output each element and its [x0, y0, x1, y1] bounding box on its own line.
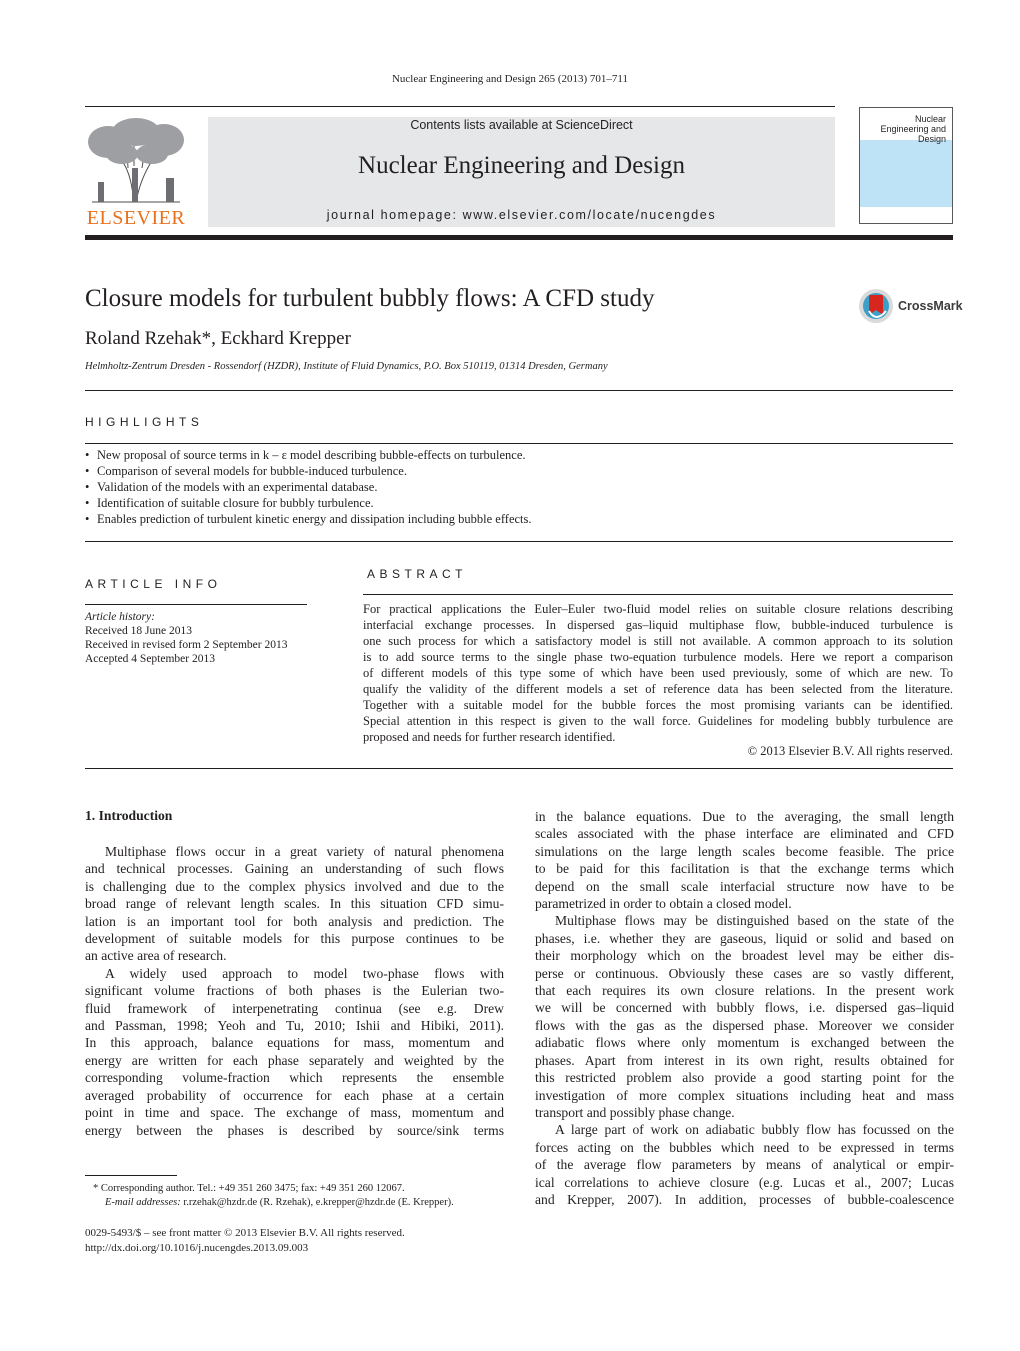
article-info-heading: ARTICLE INFO: [85, 577, 222, 591]
abstract-line: one such process for which a satisfactory model is still not available. A common approach to its solution: [363, 634, 953, 648]
body-line: and technical processes. Gaining an understanding of such flows: [85, 861, 504, 877]
body-line: that each requires its own closure relations. In the present work: [535, 983, 954, 999]
abstract-line: proposed and needs for further research identified.: [363, 730, 616, 744]
body-left-column: [85, 843, 504, 1139]
body-paragraph: [535, 808, 954, 912]
highlight-item: • Comparison of several models for bubble-induced turbulence.: [85, 464, 407, 478]
body-line: Multiphase flows may be distinguished based on the state of the: [555, 913, 954, 929]
highlight-item: • Identification of suitable closure for bubbly turbulence.: [85, 496, 374, 510]
body-line: adiabatic flows where only momentum is exchanged between the: [535, 1035, 954, 1051]
highlights-list: [85, 447, 953, 527]
highlight-text: Comparison of several models for bubble-induced turbulence.: [97, 464, 407, 478]
body-right-column: [535, 808, 954, 1208]
body-line: scales associated with the phase interface are eliminated and CFD: [535, 826, 954, 842]
highlight-item: • Validation of the models with an experimental database.: [85, 480, 378, 494]
body-line: energy are written for each phase separately and weighted by the: [85, 1052, 504, 1068]
journal-cover-thumbnail: [859, 107, 953, 224]
body-paragraph: [535, 912, 954, 1121]
revised-date: Received in revised form 2 September 2013: [85, 639, 288, 651]
history-label: Article history:: [85, 611, 155, 623]
doi-link[interactable]: http://dx.doi.org/10.1016/j.nucengdes.2013.09.003: [85, 1242, 309, 1254]
accepted-date: Accepted 4 September 2013: [85, 653, 215, 665]
divider: [363, 594, 953, 595]
affiliation: Helmholtz-Zentrum Dresden - Rossendorf (HZDR), Institute of Fluid Dynamics, P.O. Box 510119, 01314 Dresden, Germany: [85, 361, 608, 372]
body-line: phases, i.e. whether they are gaseous, liquid or solid and based on: [535, 930, 954, 946]
body-line: this restricted problem also provide a good starting point for the: [535, 1070, 954, 1086]
issn-line: 0029-5493/$ – see front matter © 2013 Elsevier B.V. All rights reserved.: [85, 1227, 405, 1239]
email-list[interactable]: r.rzehak@hzdr.de (R. Rzehak), e.krepper@hzdr.de (E. Krepper).: [183, 1197, 454, 1208]
journal-citation: Nuclear Engineering and Design 265 (2013) 701–711: [391, 73, 629, 85]
divider: [85, 443, 953, 444]
abstract-line: interfacial exchange processes. In dispersed gas–liquid multiphase flow, bubble-induced turbulence is: [363, 618, 953, 632]
highlight-text: Validation of the models with an experimental database.: [97, 480, 378, 494]
body-line: A widely used approach to model two-phase flows with: [105, 965, 504, 981]
abstract-line: Together with a suitable model for the bubble forces the most promising variants can be identified.: [363, 698, 953, 712]
body-line: point in time and space. The exchange of mass, momentum and: [85, 1105, 504, 1121]
highlights-heading: HIGHLIGHTS: [85, 415, 204, 429]
body-line: broad range of relevant length scales. In this situation CFD simu-: [85, 896, 504, 912]
email-addresses: [85, 1196, 524, 1209]
body-line: In this approach, balance equations for mass, momentum and: [85, 1035, 504, 1051]
body-line: their morphology which on the broadest level may be either dis-: [535, 948, 954, 964]
abstract-heading: ABSTRACT: [367, 567, 468, 581]
body-line: averaged probability of occurrence for each phase at a certain: [85, 1087, 504, 1103]
body-line: investigation of more complex situations including heat and mass: [535, 1087, 954, 1103]
body-line: simulations on the large length scales become feasible. The price: [535, 843, 954, 859]
cover-footer: [860, 207, 952, 223]
body-line: and Krepper, 2007). In addition, processes of bubble-coalescence: [535, 1191, 954, 1207]
section-title-introduction: 1. Introduction: [85, 808, 173, 823]
elsevier-wordmark: ELSEVIER: [86, 207, 186, 229]
abstract-text: [363, 601, 953, 745]
crossmark-label: CrossMark: [898, 299, 963, 313]
body-paragraph: [85, 965, 504, 1139]
body-paragraph: [535, 1121, 954, 1208]
body-line: fluid framework of interpenetrating continua (see e.g. Drew: [85, 1000, 504, 1016]
journal-homepage-link[interactable]: journal homepage: www.elsevier.com/locate/nucengdes: [326, 208, 717, 222]
highlight-text: Enables prediction of turbulent kinetic energy and dissipation including bubble effects.: [97, 512, 532, 526]
abstract-line: qualify the validity of the different models a set of reference data has been selected from the literature.: [363, 682, 953, 696]
cover-header: [860, 108, 952, 144]
body-line: transport and possibly phase change.: [535, 1104, 735, 1120]
body-line: is challenging due to the complex physics involved and due to the: [85, 878, 504, 894]
abstract-line: is to add source terms to the single phase two-equation turbulence models. Here we report a comparison: [363, 650, 953, 664]
highlight-text: Identification of suitable closure for bubbly turbulence.: [97, 496, 374, 510]
abstract-copyright: © 2013 Elsevier B.V. All rights reserved.: [747, 744, 953, 758]
paper-title: Closure models for turbulent bubbly flows: A CFD study: [85, 285, 655, 312]
highlight-item: • New proposal of source terms in k – ε model describing bubble-effects on turbulence.: [85, 448, 526, 462]
divider: [85, 768, 953, 769]
email-label: E-mail addresses:: [105, 1197, 181, 1208]
article-history: [85, 610, 287, 666]
journal-title: Nuclear Engineering and Design: [358, 152, 685, 179]
body-line: significant volume fractions of both phases is the Eulerian two-: [85, 983, 504, 999]
crossmark-badge[interactable]: [858, 287, 978, 327]
footnote-rule: [85, 1175, 177, 1176]
body-line: development of suitable models for this purpose continues to be: [85, 931, 504, 947]
header-rule: [85, 106, 835, 107]
body-line: phases. Apart from interest in its own right, results obtained for: [535, 1052, 954, 1068]
body-line: energy between the phases is described by source/sink terms: [85, 1122, 504, 1138]
body-line: flows with the gas as the dispersed phase. Moreover we consider: [535, 1017, 954, 1033]
divider: [85, 604, 307, 605]
contents-available-link[interactable]: Contents lists available at ScienceDirect: [410, 118, 633, 132]
body-paragraph: [85, 843, 504, 965]
abstract-line: Special attention in this respect is given to the wall force. Guidelines for modeling bubbly turbulence are: [363, 714, 953, 728]
body-line: perse or continuous. Obviously these cases are so vastly different,: [535, 965, 954, 981]
body-line: in the balance equations. Due to the averaging, the small length: [535, 809, 954, 824]
divider: [85, 390, 953, 391]
body-line: to be paid for this facilitation is that the exchange terms which: [535, 861, 954, 877]
body-line: corresponding volume-fraction which represents the ensemble: [85, 1070, 504, 1086]
highlight-item: • Enables prediction of turbulent kinetic energy and dissipation including bubble effects.: [85, 512, 532, 526]
abstract-line: of different models of this type some of which have been used previously, some of which are new. To: [363, 666, 953, 680]
body-line: we will be concerned with bubbly flows, i.e. dispersed gas–liquid: [535, 1000, 954, 1016]
body-line: an active area of research.: [85, 948, 227, 964]
body-line: ical correlations to achieve closure (e.g. Lucas et al., 2007; Lucas: [535, 1174, 954, 1190]
author-list: Roland Rzehak*, Eckhard Krepper: [85, 328, 351, 349]
divider: [85, 541, 953, 542]
body-line: Multiphase flows occur in a great variety of natural phenomena: [105, 844, 504, 859]
corresponding-author-note: * Corresponding author. Tel.: +49 351 260 3475; fax: +49 351 260 12067.: [93, 1183, 405, 1194]
body-line: lation is an important tool for both analysis and prediction. The: [85, 913, 504, 929]
header-thick-rule: [85, 235, 953, 240]
body-line: parametrized in order to obtain a closed model.: [535, 896, 792, 912]
cover-title: Nuclear Engineering and Design: [880, 114, 946, 144]
highlight-text: New proposal of source terms in k – ε model describing bubble-effects on turbulence.: [97, 448, 526, 462]
body-line: and Passman, 1998; Yeoh and Tu, 2010; Ishii and Hibiki, 2011).: [85, 1018, 504, 1034]
abstract-line: For practical applications the Euler–Euler two-fluid model relies on suitable closure relations describing: [363, 602, 953, 616]
received-date: Received 18 June 2013: [85, 625, 192, 637]
body-line: of the average flow parameters by means of analytical or empir-: [535, 1157, 954, 1173]
body-line: forces acting on the bubbles which need to be expressed in terms: [535, 1139, 954, 1155]
body-line: A large part of work on adiabatic bubbly flow has focussed on the: [555, 1122, 954, 1138]
body-line: depend on the small scale interfacial structure now have to be: [535, 878, 954, 894]
